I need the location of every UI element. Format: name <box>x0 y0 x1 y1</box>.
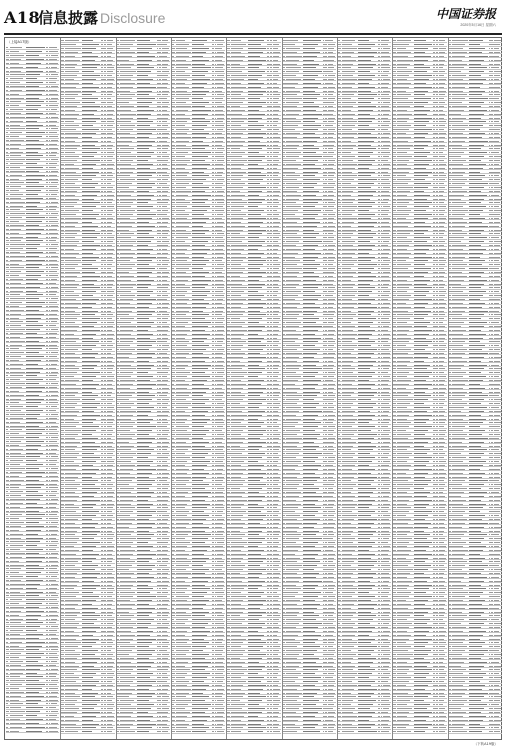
column-divider <box>337 38 338 739</box>
table-row <box>6 729 59 733</box>
continuation-note: （下转A19版） <box>474 741 498 747</box>
table-column <box>393 39 446 739</box>
table-column <box>283 39 336 739</box>
issue-date: 2020年5月16日 星期六 <box>460 23 496 28</box>
header-rule <box>4 33 502 35</box>
column-divider <box>171 38 172 739</box>
column-divider <box>116 38 117 739</box>
table-row <box>283 730 336 734</box>
section-title: 信息披露 <box>38 8 98 28</box>
newspaper-logo: 中国证券报 <box>436 6 496 22</box>
column-divider <box>226 38 227 739</box>
table-column <box>338 39 391 739</box>
table-column <box>117 39 170 739</box>
masthead <box>4 4 502 32</box>
table-row <box>117 730 170 734</box>
column-header: （上接A17版） <box>6 39 59 46</box>
section-title-en: Disclosure <box>100 9 165 27</box>
page-number: A18 <box>4 8 40 28</box>
table-row <box>449 730 502 734</box>
column-divider <box>60 38 61 739</box>
disclosure-table-area <box>4 37 502 740</box>
column-divider <box>392 38 393 739</box>
table-row <box>393 730 446 734</box>
table-row <box>227 730 280 734</box>
table-row <box>172 730 225 734</box>
table-row <box>338 730 391 734</box>
table-row <box>61 730 114 734</box>
column-divider <box>448 38 449 739</box>
table-column <box>227 39 280 739</box>
table-column <box>61 39 114 739</box>
table-column <box>172 39 225 739</box>
table-column <box>449 39 502 739</box>
column-divider <box>282 38 283 739</box>
table-column <box>6 39 59 739</box>
